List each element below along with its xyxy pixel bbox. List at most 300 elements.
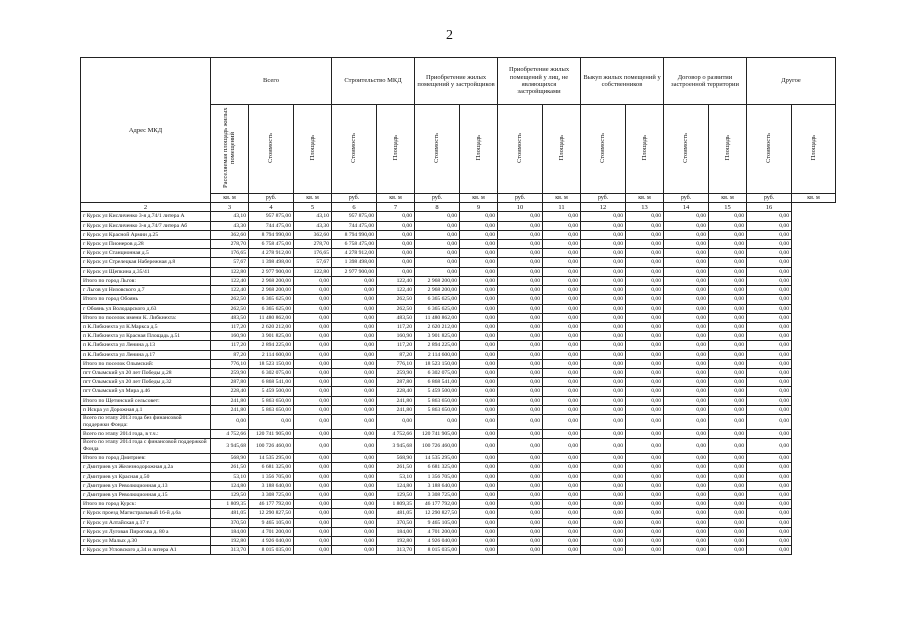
value-cell: 0,00 (709, 359, 747, 368)
value-cell: 0,00 (294, 429, 332, 438)
value-cell: 0,00 (747, 313, 792, 322)
value-cell: 2 894 225,00 (415, 341, 460, 350)
column-subheader (460, 105, 498, 194)
value-cell: 0,00 (581, 341, 626, 350)
value-cell: 0,00 (498, 276, 543, 285)
column-number: 10 (498, 203, 543, 212)
value-cell: 228,40 (211, 387, 249, 396)
value-cell: 0,00 (747, 439, 792, 454)
value-cell: 0,00 (747, 481, 792, 490)
value-cell: 0,00 (543, 267, 581, 276)
value-cell: 0,00 (543, 490, 581, 499)
value-cell: 0,00 (747, 322, 792, 331)
unit-cell: руб. (249, 194, 294, 203)
value-cell: 0,00 (581, 396, 626, 405)
unit-cell: руб. (664, 194, 709, 203)
table-row (81, 295, 836, 304)
value-cell: 0,00 (747, 472, 792, 481)
value-cell: 0,00 (294, 341, 332, 350)
value-cell: 0,00 (581, 429, 626, 438)
value-cell: 0,00 (664, 304, 709, 313)
value-cell: 0,00 (664, 396, 709, 405)
column-subheader-label: Площадь (557, 135, 565, 161)
value-cell: 0,00 (709, 341, 747, 350)
value-cell: 4 926 040,00 (249, 536, 294, 545)
value-cell: 0,00 (581, 387, 626, 396)
column-subheader (581, 105, 626, 194)
value-cell: 0,00 (709, 454, 747, 463)
value-cell: 0,00 (747, 378, 792, 387)
value-cell: 0,00 (294, 304, 332, 313)
value-cell: 0,00 (543, 276, 581, 285)
address-cell: г Курск ул Станционная д.5 (81, 249, 211, 258)
value-cell: 776,10 (211, 359, 249, 368)
value-cell: 0,00 (709, 378, 747, 387)
column-number: 9 (460, 203, 498, 212)
value-cell: 0,00 (332, 472, 377, 481)
value-cell: 0,00 (543, 249, 581, 258)
value-cell: 0,00 (626, 490, 664, 499)
value-cell: 11 480 862,00 (249, 313, 294, 322)
value-cell: 0,00 (543, 212, 581, 221)
value-cell: 3 901 825,00 (415, 332, 460, 341)
value-cell: 0,00 (294, 481, 332, 490)
value-cell: 0,00 (543, 322, 581, 331)
value-cell: 122,40 (211, 286, 249, 295)
value-cell: 0,00 (709, 249, 747, 258)
value-cell: 3 188 640,00 (415, 481, 460, 490)
value-cell: 0,00 (747, 396, 792, 405)
value-cell: 0,00 (626, 286, 664, 295)
value-cell: 0,00 (498, 387, 543, 396)
table-row (81, 230, 836, 239)
value-cell: 0,00 (460, 258, 498, 267)
address-cell: Итого по поселок Олымский: (81, 359, 211, 368)
value-cell: 0,00 (664, 230, 709, 239)
address-cell: г Курск ул Кисличенко 3-я д.74/7 литера Аб (81, 221, 211, 230)
table-row (81, 414, 836, 429)
group-header: Выкуп жилых помещений у собственников (581, 58, 664, 105)
value-cell: 0,00 (581, 240, 626, 249)
value-cell: 0,00 (460, 276, 498, 285)
group-header: Другое (747, 58, 836, 105)
value-cell: 0,00 (581, 536, 626, 545)
value-cell: 0,00 (498, 286, 543, 295)
value-cell: 0,00 (543, 396, 581, 405)
value-cell: 6 681 325,00 (249, 463, 294, 472)
value-cell: 261,50 (211, 463, 249, 472)
value-cell: 0,00 (709, 368, 747, 377)
value-cell: 0,00 (332, 454, 377, 463)
value-cell: 313,70 (377, 546, 415, 555)
value-cell: 160,90 (377, 332, 415, 341)
value-cell: 0,00 (543, 500, 581, 509)
value-cell: 0,00 (294, 396, 332, 405)
value-cell: 0,00 (294, 359, 332, 368)
value-cell: 0,00 (626, 267, 664, 276)
value-cell: 0,00 (581, 454, 626, 463)
value-cell: 262,50 (211, 295, 249, 304)
value-cell: 241,80 (377, 396, 415, 405)
value-cell: 0,00 (460, 546, 498, 555)
table-row (81, 536, 836, 545)
column-subheader (332, 105, 377, 194)
value-cell: 0,00 (377, 230, 415, 239)
value-cell: 2 968 200,00 (415, 276, 460, 285)
column-subheader (294, 105, 332, 194)
value-cell: 6 758 475,00 (249, 240, 294, 249)
value-cell: 5 459 500,00 (249, 387, 294, 396)
value-cell: 0,00 (498, 267, 543, 276)
value-cell: 0,00 (498, 414, 543, 429)
value-cell: 124,80 (211, 481, 249, 490)
value-cell: 0,00 (747, 518, 792, 527)
value-cell: 0,00 (294, 490, 332, 499)
group-header: Договор о развитии застроенной территории (664, 58, 747, 105)
value-cell: 1 398 498,00 (249, 258, 294, 267)
value-cell: 2 977 900,00 (249, 267, 294, 276)
value-cell: 0,00 (626, 546, 664, 555)
value-cell: 0,00 (581, 472, 626, 481)
column-subheader-label: Стоимость (433, 133, 441, 163)
value-cell: 0,00 (460, 405, 498, 414)
value-cell: 0,00 (543, 454, 581, 463)
value-cell: 0,00 (709, 304, 747, 313)
value-cell: 87,20 (377, 350, 415, 359)
value-cell: 6 302 075,00 (249, 368, 294, 377)
address-cell: Итого по поселок имени К. Либкнехта: (81, 313, 211, 322)
value-cell: 0,00 (581, 405, 626, 414)
value-cell: 0,00 (626, 258, 664, 267)
column-subheader (377, 105, 415, 194)
address-cell: Итого по Щетинский сельсовет: (81, 396, 211, 405)
value-cell: 18 523 150,00 (415, 359, 460, 368)
address-cell: Всего по этапу 2014 года с финансовой поддержкой Фонда (81, 439, 211, 454)
value-cell: 0,00 (626, 396, 664, 405)
value-cell: 0,00 (498, 546, 543, 555)
value-cell: 0,00 (626, 429, 664, 438)
address-cell: г Курск ул Луговая Пирогова д. 80 а (81, 527, 211, 536)
value-cell: 6 365 625,00 (249, 295, 294, 304)
column-number: 4 (249, 203, 294, 212)
value-cell: 0,00 (664, 500, 709, 509)
value-cell: 0,00 (626, 481, 664, 490)
address-cell: п К.Либкнехта ул Ленина д.13 (81, 341, 211, 350)
value-cell: 0,00 (626, 276, 664, 285)
value-cell: 0,00 (747, 490, 792, 499)
value-cell: 0,00 (460, 378, 498, 387)
value-cell: 0,00 (543, 527, 581, 536)
value-cell: 57,67 (211, 258, 249, 267)
value-cell: 3 901 825,00 (249, 332, 294, 341)
value-cell: 0,00 (332, 490, 377, 499)
value-cell: 0,00 (498, 463, 543, 472)
column-number: 15 (709, 203, 747, 212)
value-cell: 0,00 (747, 429, 792, 438)
table-row (81, 341, 836, 350)
value-cell: 0,00 (294, 439, 332, 454)
value-cell: 0,00 (581, 414, 626, 429)
value-cell: 0,00 (498, 295, 543, 304)
value-cell: 0,00 (581, 267, 626, 276)
address-cell: Итого по город Обоянь (81, 295, 211, 304)
column-subheader-label: Площадь (474, 135, 482, 161)
value-cell: 0,00 (709, 387, 747, 396)
value-cell: 0,00 (664, 359, 709, 368)
value-cell: 4 278 912,00 (249, 249, 294, 258)
address-cell: г Курск ул Стрелецкая Набережная д.8 (81, 258, 211, 267)
value-cell: 0,00 (460, 240, 498, 249)
value-cell: 0,00 (747, 276, 792, 285)
value-cell: 0,00 (543, 546, 581, 555)
unit-cell: руб. (498, 194, 543, 203)
value-cell: 18 523 150,00 (249, 359, 294, 368)
unit-cell: кв. м (460, 194, 498, 203)
value-cell: 0,00 (332, 396, 377, 405)
value-cell: 0,00 (747, 387, 792, 396)
value-cell: 744 475,00 (332, 221, 377, 230)
value-cell: 0,00 (543, 518, 581, 527)
value-cell: 262,50 (377, 295, 415, 304)
value-cell: 0,00 (747, 240, 792, 249)
value-cell: 0,00 (664, 240, 709, 249)
value-cell: 46 177 792,00 (249, 500, 294, 509)
table-row (81, 313, 836, 322)
value-cell: 0,00 (626, 221, 664, 230)
value-cell: 0,00 (498, 332, 543, 341)
value-cell: 0,00 (581, 481, 626, 490)
value-cell: 0,00 (581, 212, 626, 221)
value-cell: 0,00 (626, 295, 664, 304)
address-cell: пгт Олымский ул 20 лет Победы д.32 (81, 378, 211, 387)
value-cell: 0,00 (498, 490, 543, 499)
column-number: 2 (81, 203, 211, 212)
value-cell: 0,00 (626, 332, 664, 341)
value-cell: 0,00 (747, 546, 792, 555)
value-cell: 0,00 (415, 267, 460, 276)
value-cell: 0,00 (543, 240, 581, 249)
value-cell: 6 365 625,00 (415, 304, 460, 313)
column-group-header-row (81, 58, 836, 105)
value-cell: 568,90 (211, 454, 249, 463)
value-cell: 2 114 600,00 (415, 350, 460, 359)
value-cell: 0,00 (747, 286, 792, 295)
address-cell: г Курск ул Пионеров д.28 (81, 240, 211, 249)
value-cell: 0,00 (543, 313, 581, 322)
value-cell: 0,00 (377, 240, 415, 249)
value-cell: 0,00 (581, 359, 626, 368)
table-row (81, 378, 836, 387)
value-cell: 0,00 (498, 429, 543, 438)
value-cell: 0,00 (498, 322, 543, 331)
value-cell: 0,00 (332, 527, 377, 536)
value-cell: 0,00 (626, 518, 664, 527)
value-cell: 124,80 (377, 481, 415, 490)
value-cell: 0,00 (543, 405, 581, 414)
value-cell: 0,00 (543, 350, 581, 359)
address-cell: п К.Либкнехта ул К.Маркса д.5 (81, 322, 211, 331)
value-cell: 46 177 792,00 (415, 500, 460, 509)
value-cell: 0,00 (709, 509, 747, 518)
value-cell: 0,00 (626, 439, 664, 454)
value-cell: 0,00 (377, 249, 415, 258)
value-cell: 370,50 (211, 518, 249, 527)
value-cell: 0,00 (498, 439, 543, 454)
value-cell: 0,00 (747, 258, 792, 267)
value-cell: 0,00 (294, 527, 332, 536)
column-subheader (626, 105, 664, 194)
value-cell: 0,00 (460, 396, 498, 405)
value-cell: 0,00 (709, 481, 747, 490)
value-cell: 0,00 (460, 267, 498, 276)
value-cell: 0,00 (543, 332, 581, 341)
value-cell: 0,00 (626, 414, 664, 429)
value-cell: 6 758 475,00 (332, 240, 377, 249)
value-cell: 370,50 (377, 518, 415, 527)
value-cell: 0,00 (747, 368, 792, 377)
address-cell: г Курск ул Кисличенко 3-я д.74/1 литера А (81, 212, 211, 221)
value-cell: 0,00 (664, 332, 709, 341)
value-cell: 0,00 (460, 350, 498, 359)
value-cell: 0,00 (460, 286, 498, 295)
value-cell: 0,00 (747, 212, 792, 221)
column-number-row (81, 203, 836, 212)
value-cell: 0,00 (498, 368, 543, 377)
value-cell: 287,80 (377, 378, 415, 387)
value-cell: 0,00 (747, 350, 792, 359)
value-cell: 2 114 600,00 (249, 350, 294, 359)
value-cell: 0,00 (747, 249, 792, 258)
value-cell: 0,00 (332, 368, 377, 377)
value-cell: 0,00 (460, 304, 498, 313)
value-cell: 0,00 (460, 490, 498, 499)
table-row (81, 454, 836, 463)
value-cell: 0,00 (626, 387, 664, 396)
column-subheader-label: Стоимость (682, 133, 690, 163)
table-row (81, 304, 836, 313)
value-cell: 0,00 (709, 546, 747, 555)
column-subheader-label: Площадь (640, 135, 648, 161)
value-cell: 0,00 (332, 322, 377, 331)
address-cell: Всего по этапу 2013 года без финансовой поддержки Фонда: (81, 414, 211, 429)
value-cell: 14 535 295,00 (249, 454, 294, 463)
value-cell: 0,00 (626, 341, 664, 350)
value-cell: 0,00 (664, 221, 709, 230)
value-cell: 362,60 (211, 230, 249, 239)
value-cell: 481,05 (211, 509, 249, 518)
value-cell: 0,00 (460, 454, 498, 463)
address-cell: г Курск ул Малых д.30 (81, 536, 211, 545)
table-row (81, 518, 836, 527)
group-header: Приобретение жилых помещений у застройщиков (415, 58, 498, 105)
value-cell: 0,00 (747, 221, 792, 230)
column-subheader-label: Стоимость (267, 133, 275, 163)
value-cell: 0,00 (294, 546, 332, 555)
value-cell: 0,00 (377, 267, 415, 276)
address-cell: Всего по этапу 2014 года, в т.ч.: (81, 429, 211, 438)
value-cell: 568,90 (377, 454, 415, 463)
value-cell: 100 726 460,00 (249, 439, 294, 454)
value-cell: 0,00 (498, 509, 543, 518)
value-cell: 0,00 (709, 212, 747, 221)
value-cell: 8 015 035,00 (249, 546, 294, 555)
value-cell: 0,00 (543, 295, 581, 304)
value-cell: 57,67 (294, 258, 332, 267)
value-cell: 0,00 (332, 509, 377, 518)
address-cell: г Дмитриев ул Революционная д.15 (81, 490, 211, 499)
value-cell: 0,00 (747, 509, 792, 518)
value-cell: 0,00 (332, 500, 377, 509)
value-cell: 4 926 040,00 (415, 536, 460, 545)
value-cell: 3 308 725,00 (249, 490, 294, 499)
address-cell: Итого по город Дмитриев: (81, 454, 211, 463)
value-cell: 0,00 (332, 481, 377, 490)
value-cell: 776,10 (377, 359, 415, 368)
value-cell: 3 945,68 (377, 439, 415, 454)
column-number: 13 (626, 203, 664, 212)
value-cell: 0,00 (709, 258, 747, 267)
value-cell: 0,00 (626, 240, 664, 249)
value-cell: 122,40 (211, 276, 249, 285)
value-cell: 120 741 905,00 (249, 429, 294, 438)
unit-cell: руб. (747, 194, 792, 203)
value-cell: 0,00 (709, 322, 747, 331)
value-cell: 0,00 (581, 313, 626, 322)
group-header: Строительство МКД (332, 58, 415, 105)
value-cell: 0,00 (498, 536, 543, 545)
value-cell: 261,50 (377, 463, 415, 472)
value-cell: 0,00 (460, 368, 498, 377)
value-cell: 0,00 (709, 396, 747, 405)
table-row (81, 350, 836, 359)
value-cell: 0,00 (498, 249, 543, 258)
value-cell: 744 475,00 (249, 221, 294, 230)
value-cell: 4 701 200,00 (249, 527, 294, 536)
column-subheader (415, 105, 460, 194)
value-cell: 0,00 (460, 509, 498, 518)
table-row (81, 368, 836, 377)
column-subheader (747, 105, 792, 194)
value-cell: 0,00 (460, 481, 498, 490)
value-cell: 0,00 (543, 258, 581, 267)
value-cell: 1 356 705,00 (249, 472, 294, 481)
address-cell: Итого по город Курск: (81, 500, 211, 509)
value-cell: 4 752,66 (377, 429, 415, 438)
unit-cell: кв. м (709, 194, 747, 203)
value-cell: 0,00 (498, 313, 543, 322)
value-cell: 0,00 (543, 429, 581, 438)
value-cell: 0,00 (709, 429, 747, 438)
value-cell: 0,00 (664, 368, 709, 377)
value-cell: 0,00 (626, 405, 664, 414)
column-number: 14 (664, 203, 709, 212)
value-cell: 0,00 (664, 546, 709, 555)
column-subheader-label: Стоимость (765, 133, 773, 163)
value-cell: 176,65 (294, 249, 332, 258)
group-header: Всего (211, 58, 332, 105)
column-subheader-label: Площадь (723, 135, 731, 161)
table-row (81, 472, 836, 481)
value-cell: 0,00 (498, 359, 543, 368)
value-cell: 0,00 (543, 286, 581, 295)
address-cell: г Обоянь ул Володарского д.63 (81, 304, 211, 313)
value-cell: 9 465 105,00 (249, 518, 294, 527)
value-cell: 0,00 (581, 463, 626, 472)
value-cell: 0,00 (377, 221, 415, 230)
value-cell: 0,00 (294, 405, 332, 414)
value-cell: 0,00 (332, 439, 377, 454)
value-cell: 2 977 900,00 (332, 267, 377, 276)
